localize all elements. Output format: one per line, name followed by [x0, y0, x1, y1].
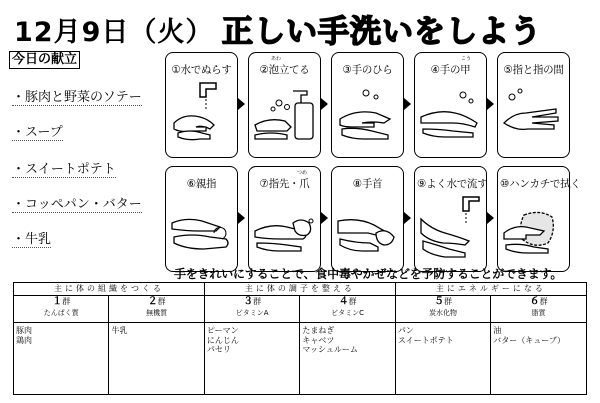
faucet-hands-icon — [170, 79, 234, 151]
food-cell: パン スイートポテト — [395, 323, 490, 395]
hygiene-message: 手をきれいにすることで、食中毒やかぜなどを予防することができます。 — [174, 267, 563, 281]
arrow-right-icon — [404, 98, 411, 110]
step-card — [165, 52, 238, 158]
food-group-header: ６群 脂質 — [491, 296, 587, 323]
food-group-header: １群 たんぱく質 — [14, 296, 109, 323]
menu-item — [12, 232, 51, 248]
step-label: ①水でぬらす — [171, 64, 232, 76]
arrow-right-icon — [487, 212, 494, 224]
arrow-right-icon — [238, 98, 245, 110]
soap-bottle-icon — [253, 79, 317, 151]
step-card — [414, 52, 487, 158]
step-card — [331, 166, 404, 272]
palms-rubbing-icon — [336, 79, 400, 151]
step-card — [414, 166, 487, 272]
menu-item-text: ・スイートポテト — [12, 162, 116, 177]
step-card — [248, 166, 321, 272]
step-label: ⑧手首 — [352, 178, 383, 190]
step-card — [248, 52, 321, 158]
headline: 正しい手洗いをしよう — [222, 14, 542, 50]
foods-row — [14, 323, 587, 395]
menu-item — [12, 125, 63, 141]
step-label: ⑨よく水で流す — [417, 178, 488, 190]
towel-dry-icon — [502, 193, 566, 265]
step-label: ②泡立てる — [259, 64, 310, 76]
menu-item-text: ・豚肉と野菜のソテー — [12, 90, 142, 105]
menu-item-text: ・スープ — [12, 125, 63, 140]
step-label: ⑩ハンカチで拭く — [500, 178, 581, 190]
nutrition-table — [13, 282, 587, 395]
wrist-icon — [336, 193, 400, 265]
step-label: ⑥親指 — [186, 178, 217, 190]
ruby-text: あわ — [271, 56, 282, 62]
food-cell: 油 バター（キューブ） — [491, 323, 587, 395]
ruby-text: こう — [461, 56, 472, 62]
group-header: 主に体の調子を整える — [204, 283, 395, 296]
group-header: 主に体の組織をつくる — [14, 283, 205, 296]
step-card — [331, 52, 404, 158]
arrow-right-icon — [321, 98, 328, 110]
food-group-header: ２群 無機質 — [109, 296, 204, 323]
menu-heading: 今日の献立 — [9, 51, 80, 69]
step-card — [497, 166, 581, 272]
interlaced-fingers-icon — [502, 79, 566, 151]
food-cell: たまねぎ キャベツ マッシュルーム — [300, 323, 395, 395]
ruby-text: つめ — [297, 170, 308, 176]
step-label: ④手の甲 — [430, 64, 471, 76]
step-label: ⑦指先・爪 — [259, 178, 310, 190]
fingertips-icon — [253, 193, 317, 265]
food-cell: 豚肉 鶏肉 — [14, 323, 109, 395]
menu-item-text: ・牛乳 — [12, 232, 52, 247]
menu-item-text: ・コッペパン・バター — [12, 197, 142, 212]
food-group-header: ５群 炭水化物 — [395, 296, 490, 323]
arrow-right-icon — [487, 98, 494, 110]
food-cell: ピーマン にんじん パセリ — [204, 323, 299, 395]
step-label: ③手のひら — [342, 64, 393, 76]
food-cell: 牛乳 — [109, 323, 204, 395]
arrow-right-icon — [238, 212, 245, 224]
group-row — [14, 283, 587, 296]
date-title: 12月9日（火） — [14, 17, 214, 48]
step-card — [497, 52, 570, 158]
rinse-faucet-icon — [419, 193, 483, 265]
step-label: ⑤指と指の間 — [503, 64, 564, 76]
food-group-header: ３群 ビタミンA — [204, 296, 299, 323]
step-card — [165, 166, 238, 272]
menu-item — [12, 162, 116, 178]
arrow-right-icon — [404, 212, 411, 224]
menu-item — [12, 197, 142, 213]
group-header: 主にエネルギーになる — [395, 283, 586, 296]
arrow-right-icon — [321, 212, 328, 224]
thumb-twist-icon — [170, 193, 234, 265]
back-of-hand-icon — [419, 79, 483, 151]
column-header-row — [14, 296, 587, 323]
food-group-header: ４群 ビタミンC — [300, 296, 395, 323]
menu-item — [12, 90, 142, 106]
